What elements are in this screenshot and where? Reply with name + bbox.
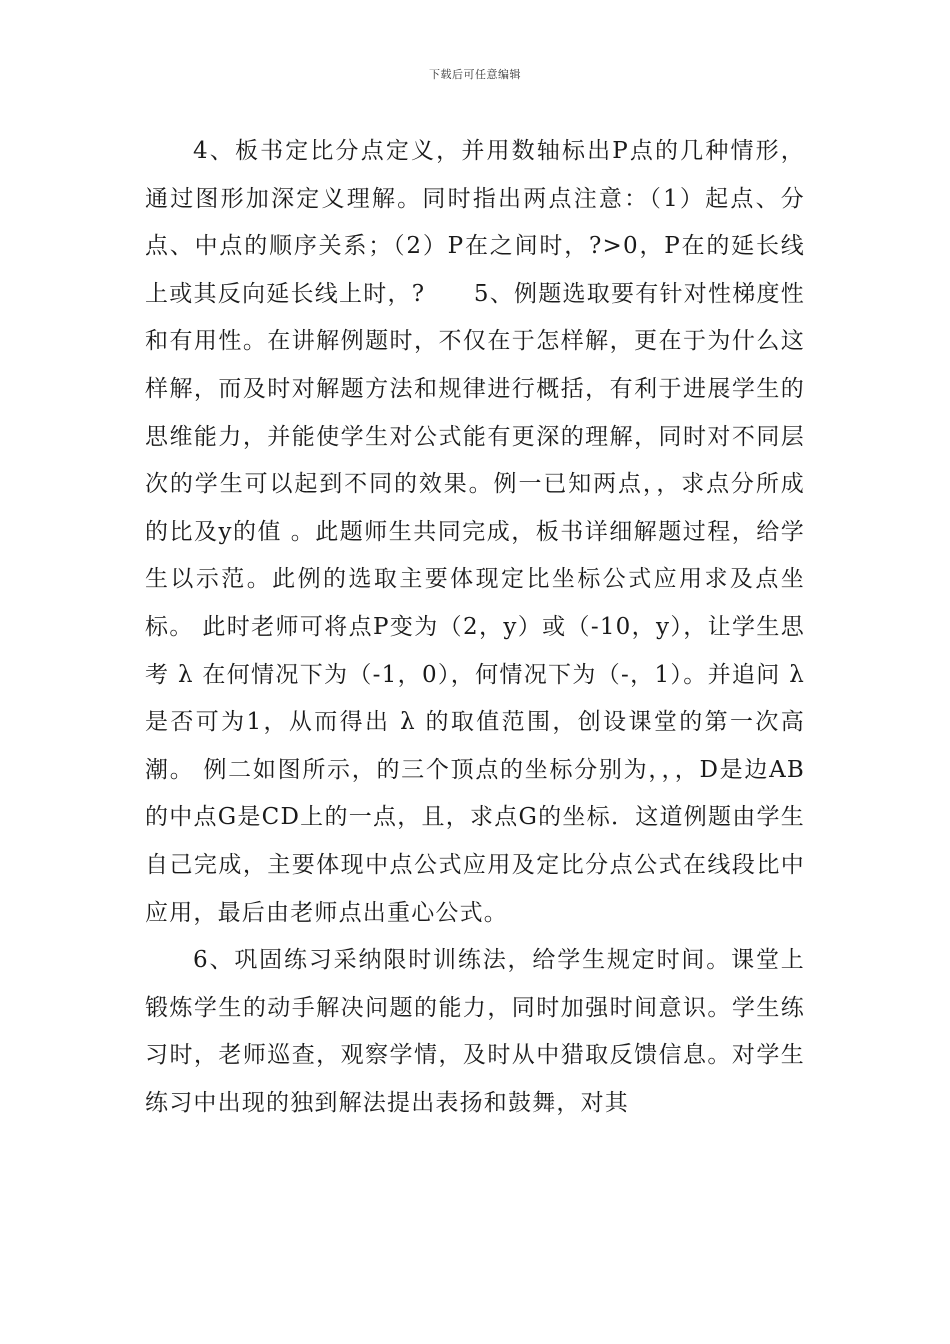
document-body: [145, 128, 805, 1127]
page-header: 下载后可任意编辑: [429, 68, 521, 81]
paragraph: 6、巩固练习采纳限时训练法，给学生规定时间。课堂上锻炼学生的动手解决问题的能力，同时加强时间意识。学生练习时，老师巡查，观察学情，及时从中猎取反馈信息。对学生练习中出现的独到解法提出表扬和鼓舞，对其: [145, 947, 805, 1116]
paragraph: 4、板书定比分点定义，并用数轴标出P点的几种情形，通过图形加深定义理解。同时指出两点注意：（1）起点、分点、中点的顺序关系；（2）P在之间时，?>0，P在的延长线上或其反向延长线上时，? 5、例题选取要有针对性梯度性和有用性。在讲解例题时，不仅在于怎样解，更在于为什么这样解，而及时对解题方法和规律进行概括，有利于进展学生的思维能力，并能使学生对公式能有更深的理解，同时对不同层次的学生可以起到不同的效果。例一已知两点，，求点分所成的比及y的值 。此题师生共同完成，板书详细解题过程，给学生以示范。此例的选取主要体现定比坐标公式应用求及点坐标。 此时老师可将点P变为（2，y）或（-10，y），让学生思考 λ 在何情况下为（-1，0），何情况下为（-，1）。并追问 λ 是否可为1，从而得出 λ 的取值范围，创设课堂的第一次高潮。 例二如图所示，的三个顶点的坐标分别为，，，D是边AB的中点G是CD上的一点，且，求点G的坐标．这道例题由学生自己完成，主要体现中点公式应用及定比分点公式在线段比中应用，最后由老师点出重心公式。: [145, 138, 805, 926]
